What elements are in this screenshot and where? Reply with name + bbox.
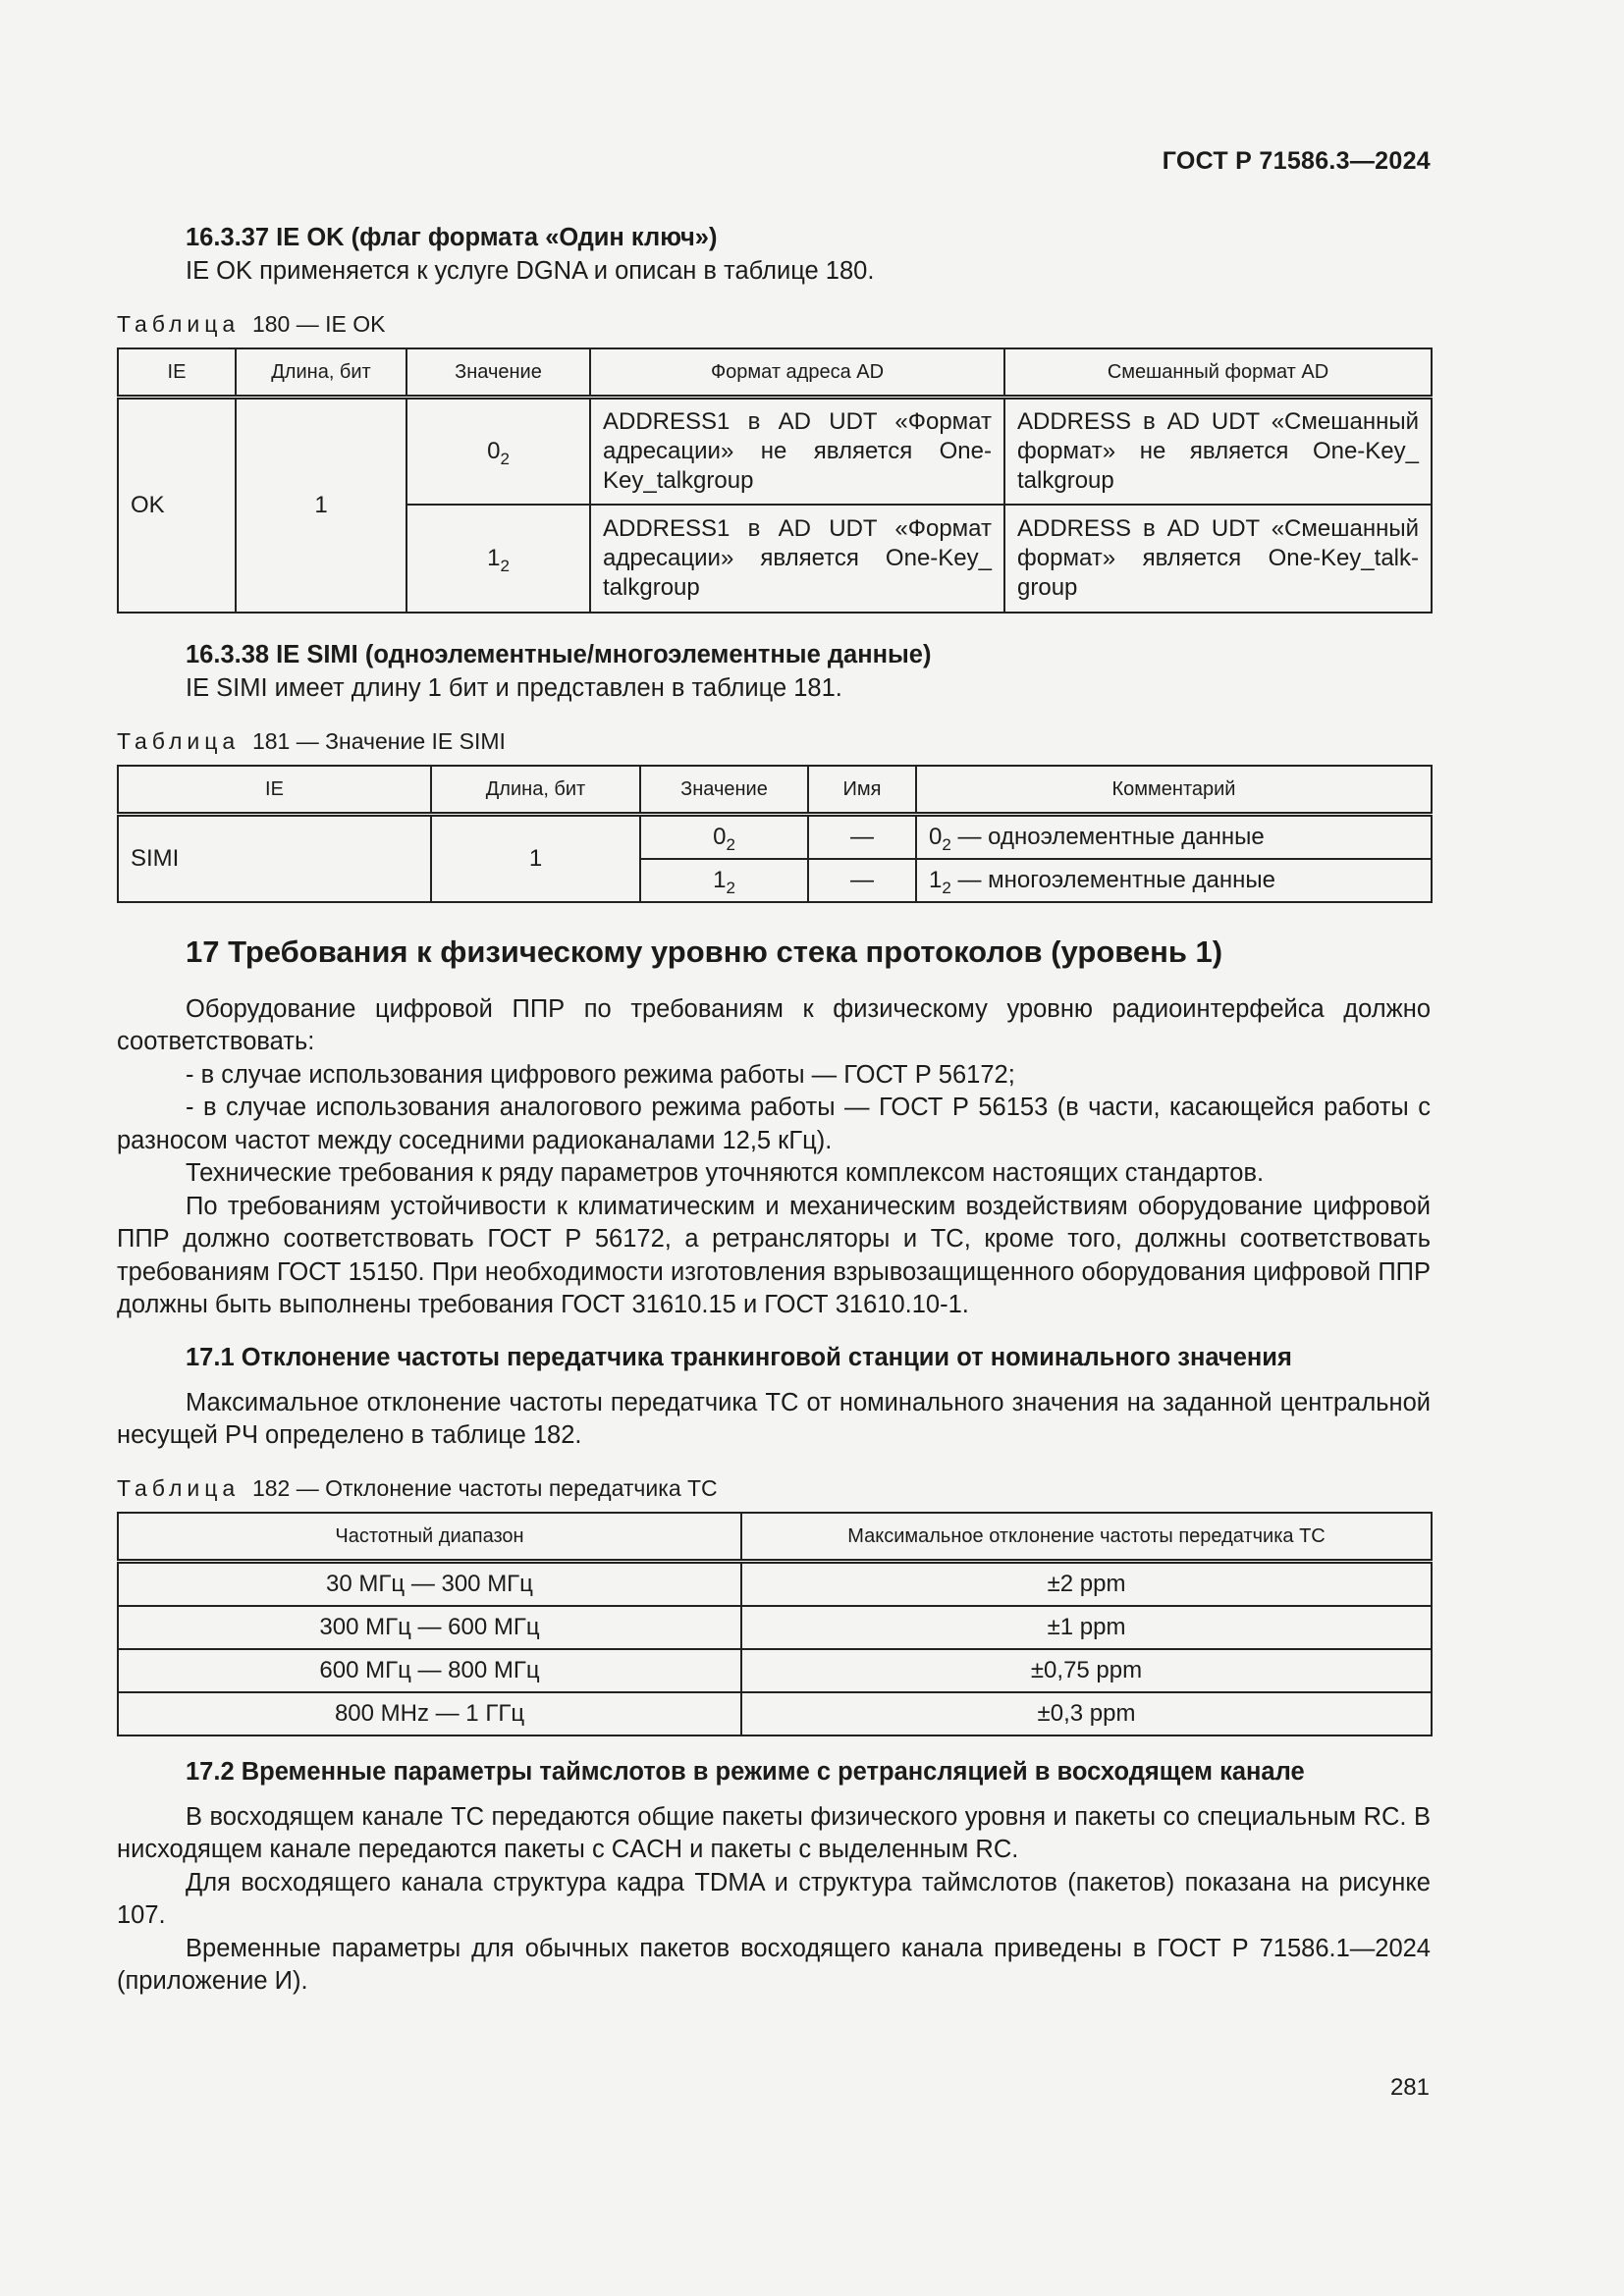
section-17-2-paragraph: В восходящем канале ТС передаются общие пакеты физического уровня и пакеты со специальным RC. В нисходящем канале передаются пакеты с CACH и пакеты с выделенным RC. bbox=[117, 1802, 1431, 1863]
table-cell-length: 1 bbox=[236, 397, 406, 613]
table-header-row bbox=[118, 1513, 1432, 1562]
section-17-1-text: Максимальное отклонение частоты передатчика ТС от номинального значения на заданной центральной несущей РЧ определено в таблице 182. bbox=[117, 1388, 1431, 1449]
table-cell-deviation: ±1 ppm bbox=[741, 1606, 1432, 1649]
table-cell-range: 600 МГц — 800 МГц bbox=[118, 1649, 741, 1692]
table-cell-format: ADDRESS1 в AD UDT «Формат адресации» является One-Key_ talkgroup bbox=[590, 505, 1004, 613]
table-cell-ie: OK bbox=[118, 397, 236, 613]
table-180-caption bbox=[117, 308, 1431, 340]
table-header-cell: Значение bbox=[406, 348, 590, 398]
section-17-heading: 17 Требования к физическому уровню стека протоколов (уровень 1) bbox=[186, 934, 1223, 969]
table-cell-mixed-format: ADDRESS в AD UDT «Смешанный формат» является One-Key_talk-group bbox=[1004, 505, 1432, 613]
section-17-2-heading: 17.2 Временные параметры таймслотов в режиме с ретрансляцией в восходящем канале bbox=[186, 1757, 1305, 1786]
table-header-row bbox=[118, 348, 1432, 398]
table-cell-comment: $1_2$ — многоэлементные данные bbox=[916, 859, 1432, 902]
table-header-cell: IE bbox=[118, 766, 431, 815]
section-17-2-paragraph: Для восходящего канала структура кадра TDMA и структура таймслотов (пакетов) показана на рисунке 107. bbox=[117, 1868, 1431, 1929]
section-17-list-item: - в случае использования аналогового режима работы — ГОСТ Р 56153 (в части, касающейся работы с разносом частот между соседними радиоканалами 12,5 кГц). bbox=[117, 1094, 1431, 1154]
table-cell-deviation: ±0,75 ppm bbox=[741, 1649, 1432, 1692]
table-cell-range: 30 МГц — 300 МГц bbox=[118, 1561, 741, 1606]
table-cell-deviation: ±2 ppm bbox=[741, 1561, 1432, 1606]
table-row bbox=[118, 1692, 1432, 1735]
table-header-cell: Имя bbox=[808, 766, 916, 815]
table-cell-value: $0_2$ bbox=[406, 397, 590, 505]
table-180 bbox=[117, 347, 1433, 614]
table-182 bbox=[117, 1512, 1433, 1736]
page-content bbox=[117, 220, 1431, 1999]
table-header-cell: Смешанный формат AD bbox=[1004, 348, 1432, 398]
table-caption-label: Таблица bbox=[117, 727, 241, 754]
table-header-row bbox=[118, 766, 1432, 815]
table-row bbox=[118, 397, 1432, 505]
table-cell-deviation: ±0,3 ppm bbox=[741, 1692, 1432, 1735]
table-cell-name: — bbox=[808, 859, 916, 902]
table-header-cell: Значение bbox=[640, 766, 808, 815]
table-caption-text: 182 — Отклонение частоты передатчика ТС bbox=[251, 1474, 718, 1501]
section-17-1-heading: 17.1 Отклонение частоты передатчика транкинговой станции от номинального значения bbox=[186, 1343, 1292, 1371]
section-17-paragraph: Технические требования к ряду параметров уточняются комплексом настоящих стандартов. bbox=[186, 1159, 1265, 1187]
table-row bbox=[118, 1649, 1432, 1692]
table-cell-range: 300 МГц — 600 МГц bbox=[118, 1606, 741, 1649]
table-header-cell: Формат адреса AD bbox=[590, 348, 1004, 398]
table-cell-ie: SIMI bbox=[118, 814, 431, 902]
table-181 bbox=[117, 765, 1433, 903]
table-caption-text: 180 — IE OK bbox=[251, 310, 386, 337]
table-cell-value: $0_2$ bbox=[640, 814, 808, 859]
table-header-cell: IE bbox=[118, 348, 236, 398]
section-17-paragraph: По требованиям устойчивости к климатическим и механическим воздействиям оборудование цифровой ППР должно соответствовать ГОСТ Р 56172, а ретрансляторы и ТС, кроме того, должны соответствовать требованиям ГОСТ 15150. При необходимости изготовления взрывозащищенного оборудования цифровой ППР должны быть выполнены требования ГОСТ 31610.15 и ГОСТ 31610.10-1. bbox=[117, 1192, 1431, 1318]
table-cell-comment: $0_2$ — одноэлементные данные bbox=[916, 814, 1432, 859]
table-cell-format: ADDRESS1 в AD UDT «Формат адресации» не является One-Key_talkgroup bbox=[590, 397, 1004, 505]
table-cell-length: 1 bbox=[431, 814, 640, 902]
page-number: 281 bbox=[1389, 2074, 1430, 2101]
table-header-cell: Комментарий bbox=[916, 766, 1432, 815]
document-code: ГОСТ Р 71586.3—2024 bbox=[1162, 147, 1431, 175]
table-caption-label: Таблица bbox=[117, 310, 241, 337]
section-17-paragraph: Оборудование цифровой ППР по требованиям к физическому уровню радиоинтерфейса должно соответствовать: bbox=[117, 994, 1431, 1055]
section-16-3-38-heading: 16.3.38 IE SIMI (одноэлементные/многоэлементные данные) bbox=[186, 641, 932, 668]
table-cell-mixed-format: ADDRESS в AD UDT «Смешанный формат» не является One-Key_ talkgroup bbox=[1004, 397, 1432, 505]
table-row bbox=[118, 1606, 1432, 1649]
table-181-caption bbox=[117, 725, 1431, 757]
section-16-3-37-text: IE OK применяется к услуге DGNA и описан в таблице 180. bbox=[186, 257, 875, 285]
table-header-cell: Длина, бит bbox=[236, 348, 406, 398]
section-16-3-37-heading: 16.3.37 IE OK (флаг формата «Один ключ») bbox=[186, 224, 718, 251]
table-header-cell: Длина, бит bbox=[431, 766, 640, 815]
section-17-list-item: - в случае использования цифрового режима работы — ГОСТ Р 56172; bbox=[186, 1060, 1015, 1089]
table-caption-label: Таблица bbox=[117, 1474, 241, 1501]
table-header-cell: Максимальное отклонение частоты передатчика ТС bbox=[741, 1513, 1432, 1562]
table-row bbox=[118, 814, 1432, 859]
table-row bbox=[118, 1561, 1432, 1606]
table-cell-range: 800 MHz — 1 ГГц bbox=[118, 1692, 741, 1735]
table-cell-value: $1_2$ bbox=[640, 859, 808, 902]
table-cell-name: — bbox=[808, 814, 916, 859]
section-16-3-38-text: IE SIMI имеет длину 1 бит и представлен в таблице 181. bbox=[186, 674, 842, 702]
section-17-2-paragraph: Временные параметры для обычных пакетов восходящего канала приведены в ГОСТ Р 71586.1—2024 (приложение И). bbox=[117, 1934, 1431, 1995]
table-cell-value: $1_2$ bbox=[406, 505, 590, 613]
table-182-caption bbox=[117, 1472, 1431, 1504]
table-header-cell: Частотный диапазон bbox=[118, 1513, 741, 1562]
table-caption-text: 181 — Значение IE SIMI bbox=[251, 727, 506, 754]
